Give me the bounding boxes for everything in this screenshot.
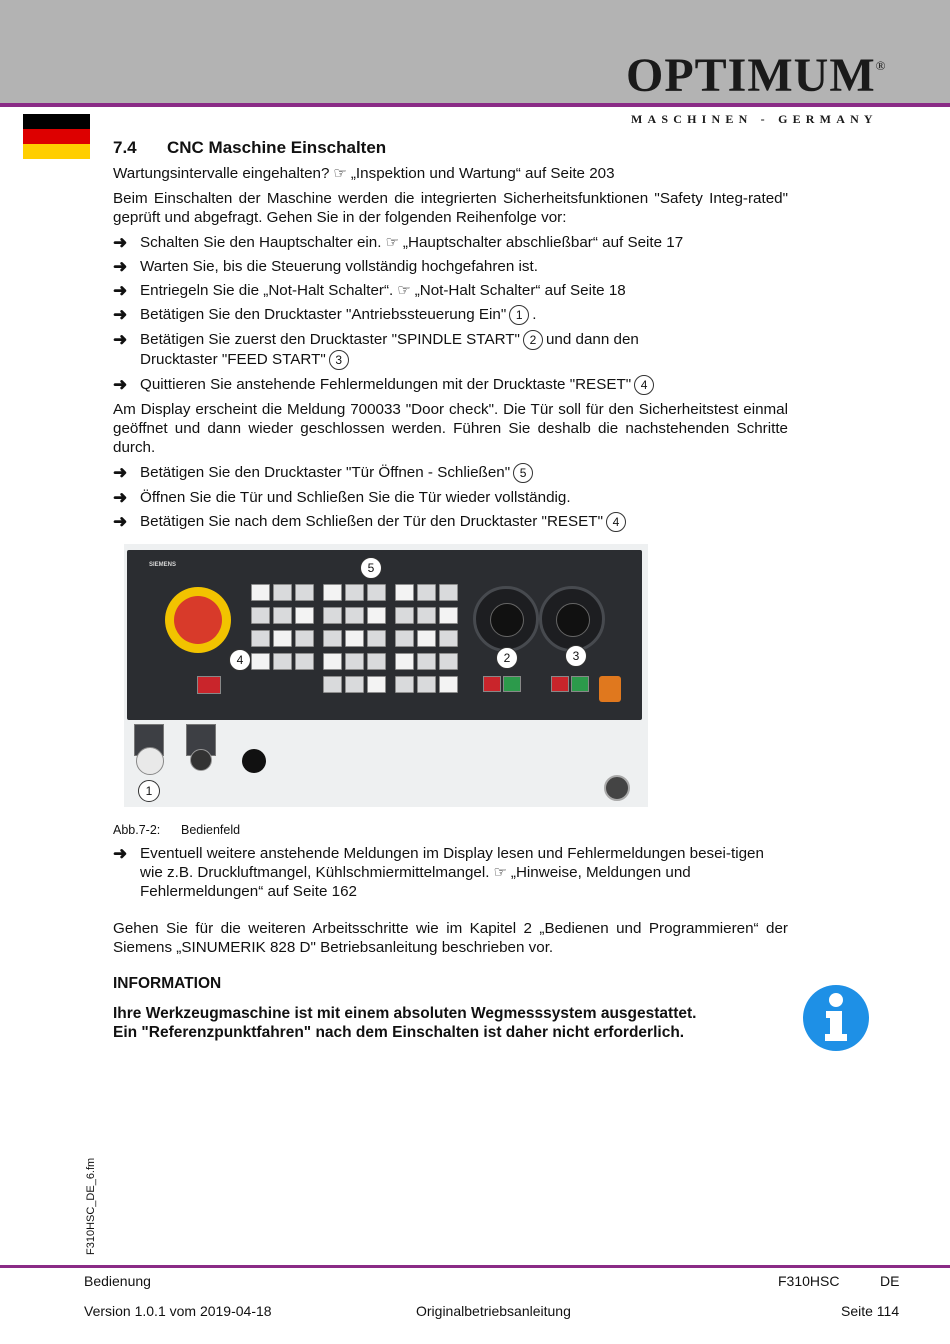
feed-override-dial[interactable]	[473, 586, 539, 652]
panel-key[interactable]	[439, 676, 458, 693]
german-flag-icon	[23, 114, 90, 159]
pointing-hand-icon: ☞	[493, 864, 507, 881]
arrow-right-icon: ➜	[113, 488, 128, 507]
cross-reference-link[interactable]: „Not-Halt Schalter“ auf Seite 18	[414, 282, 626, 299]
arrow-right-icon: ➜	[113, 330, 128, 349]
spindle-stop-button[interactable]	[483, 676, 501, 692]
panel-key[interactable]	[323, 676, 342, 693]
callout-number: 3	[329, 350, 349, 370]
arrow-right-icon: ➜	[113, 305, 128, 324]
list-item: ➜ Öffnen Sie die Tür und Schließen Sie die Tür wieder vollständig.	[113, 488, 571, 507]
panel-key[interactable]	[417, 653, 436, 670]
panel-key[interactable]	[439, 653, 458, 670]
panel-key[interactable]	[251, 630, 270, 647]
panel-key[interactable]	[323, 653, 342, 670]
arrow-right-icon: ➜	[113, 512, 128, 531]
panel-key[interactable]	[251, 653, 270, 670]
panel-key[interactable]	[439, 630, 458, 647]
panel-key[interactable]	[273, 584, 292, 601]
panel-key[interactable]	[367, 630, 386, 647]
footer-doc-type: Originalbetriebsanleitung	[416, 1303, 571, 1319]
dial-knob-icon	[490, 603, 524, 637]
spindle-start-button[interactable]	[503, 676, 521, 692]
callout-number: 5	[513, 463, 533, 483]
footer-chapter: Bedienung	[84, 1273, 151, 1289]
file-name-label: F310HSC_DE_6.fm	[85, 1157, 97, 1255]
footer-model: F310HSC	[778, 1273, 840, 1289]
cross-reference-link[interactable]: „Inspektion und Wartung“ auf Seite 203	[350, 165, 615, 182]
pointing-hand-icon: ☞	[333, 165, 347, 182]
list-item: ➜ Entriegeln Sie die „Not-Halt Schalter“. ☞ „Not-Halt Schalter“ auf Seite 18	[113, 281, 626, 300]
control-panel-figure	[124, 544, 648, 807]
panel-key[interactable]	[395, 607, 414, 624]
panel-key[interactable]	[395, 653, 414, 670]
intro-line: Wartungsintervalle eingehalten? ☞ „Inspektion und Wartung“ auf Seite 203	[113, 165, 615, 182]
callout-marker: 3	[565, 645, 587, 667]
panel-key[interactable]	[439, 584, 458, 601]
panel-key[interactable]	[345, 607, 364, 624]
key-switch-icon[interactable]	[190, 749, 212, 771]
panel-key[interactable]	[367, 584, 386, 601]
panel-key[interactable]	[295, 584, 314, 601]
siemens-brand-label: SIEMENS	[149, 562, 177, 568]
arrow-right-icon: ➜	[113, 844, 128, 863]
cross-reference-link[interactable]: „Hauptschalter abschließbar“ auf Seite 17	[402, 234, 684, 251]
panel-key[interactable]	[295, 630, 314, 647]
feed-start-button[interactable]	[571, 676, 589, 692]
footer-language: DE	[880, 1273, 900, 1289]
figure-caption: Abb.7-2: Bedienfeld	[113, 823, 241, 837]
footer-version: Version 1.0.1 vom 2019-04-18	[84, 1303, 272, 1319]
indicator-lamp	[242, 749, 266, 773]
panel-key[interactable]	[323, 607, 342, 624]
list-item: ➜ Betätigen Sie nach dem Schließen der Tür den Drucktaster "RESET" 4	[113, 512, 788, 532]
list-item: ➜ Betätigen Sie zuerst den Drucktaster "SPINDLE START" 2 und dann den Drucktaster "FEED START" 3	[113, 330, 639, 369]
panel-key[interactable]	[273, 607, 292, 624]
panel-key[interactable]	[395, 630, 414, 647]
panel-key[interactable]	[367, 607, 386, 624]
content-continued	[113, 844, 788, 963]
callout-number: 2	[523, 330, 543, 350]
panel-key[interactable]	[345, 584, 364, 601]
feed-stop-button[interactable]	[551, 676, 569, 692]
callout-marker: 5	[360, 557, 382, 579]
callout-number: 1	[509, 305, 529, 325]
panel-key[interactable]	[395, 676, 414, 693]
list-item: ➜ Eventuell weitere anstehende Meldungen im Display lesen und Fehlermeldungen besei-tigen wie z.B. Druckluftmangel, Kühlschmiermittelmangel. ☞ „Hinweise, Meldungen und Fehlermeldungen“ auf Seite 162	[113, 844, 764, 900]
panel-key[interactable]	[367, 653, 386, 670]
panel-key[interactable]	[251, 584, 270, 601]
panel-key[interactable]	[323, 630, 342, 647]
list-item: ➜ Warten Sie, bis die Steuerung vollständig hochgefahren ist.	[113, 257, 538, 276]
cross-reference-link[interactable]: „Hinweise, Meldungen und Fehlermeldungen“ auf Seite 162	[140, 864, 691, 900]
panel-key[interactable]	[295, 653, 314, 670]
dial-knob-icon	[556, 603, 590, 637]
panel-key[interactable]	[323, 584, 342, 601]
callout-marker: 1	[138, 780, 160, 802]
arrow-right-icon: ➜	[113, 233, 128, 252]
panel-key[interactable]	[345, 630, 364, 647]
pointing-hand-icon: ☞	[385, 234, 399, 251]
information-heading: INFORMATION	[113, 975, 222, 992]
list-item: ➜ Betätigen Sie den Drucktaster "Antriebssteuerung Ein" 1 .	[113, 305, 537, 324]
panel-key[interactable]	[439, 607, 458, 624]
arrow-right-icon: ➜	[113, 375, 128, 394]
panel-key[interactable]	[295, 607, 314, 624]
header-accent-line	[0, 103, 950, 107]
key-switch-icon[interactable]	[599, 676, 621, 702]
information-text: Ihre Werkzeugmaschine ist mit einem absoluten Wegmesssystem ausgestattet. Ein "Referenzpunktfahren" nach dem Einschalten ist daher nicht erforderlich.	[113, 1005, 697, 1041]
spindle-override-dial[interactable]	[539, 586, 605, 652]
arrow-right-icon: ➜	[113, 257, 128, 276]
brand-logo: OPTIMUM®	[626, 49, 887, 102]
info-icon	[802, 984, 870, 1052]
panel-key[interactable]	[251, 607, 270, 624]
arrow-right-icon: ➜	[113, 281, 128, 300]
brand-tagline: MASCHINEN - GERMANY	[631, 112, 878, 126]
list-item: ➜ Quittieren Sie anstehende Fehlermeldungen mit der Drucktaste "RESET" 4	[113, 375, 788, 395]
intro-paragraph: Beim Einschalten der Maschine werden die integrierten Sicherheitsfunktionen "Safety Integ-rated" geprüft und abgefragt. Gehen Sie in der folgenden Reihenfolge vor:	[113, 190, 788, 226]
list-item: ➜ Betätigen Sie den Drucktaster "Tür Öffnen - Schließen" 5	[113, 463, 788, 483]
panel-key[interactable]	[273, 653, 292, 670]
lock-icon	[604, 775, 630, 801]
panel-key[interactable]	[417, 676, 436, 693]
closing-paragraph: Gehen Sie für die weiteren Arbeitsschritte wie im Kapitel 2 „Bedienen und Programmieren“ der Siemens „SINUMERIK 828 D" Betriebsanleitung beschrieben vor.	[113, 920, 788, 956]
display-paragraph: Am Display erscheint die Meldung 700033 "Door check". Die Tür soll für den Sicherheitstest einmal geöffnet und dann wieder geschlossen werden. Führen Sie deshalb die nachstehenden Schritte durch.	[113, 401, 788, 456]
panel-key[interactable]	[345, 653, 364, 670]
section-heading: 7.4 CNC Maschine Einschalten	[113, 138, 387, 157]
panel-key[interactable]	[345, 676, 364, 693]
reset-button[interactable]	[197, 676, 221, 694]
pointing-hand-icon: ☞	[397, 282, 411, 299]
callout-marker: 2	[496, 647, 518, 669]
callout-marker: 4	[229, 649, 251, 671]
panel-key[interactable]	[417, 584, 436, 601]
panel-key[interactable]	[417, 630, 436, 647]
panel-key[interactable]	[273, 630, 292, 647]
panel-key[interactable]	[395, 584, 414, 601]
callout-number: 4	[634, 375, 654, 395]
main-content	[113, 138, 788, 537]
arrow-right-icon: ➜	[113, 463, 128, 482]
panel-key[interactable]	[417, 607, 436, 624]
operator-panel	[127, 550, 642, 720]
footer-accent-line	[0, 1265, 950, 1268]
footer-page-number: Seite 114	[841, 1303, 900, 1319]
callout-number: 4	[606, 512, 626, 532]
list-item: ➜ Schalten Sie den Hauptschalter ein. ☞ „Hauptschalter abschließbar“ auf Seite 17	[113, 233, 684, 252]
drive-control-button[interactable]	[136, 747, 164, 775]
emergency-stop-button[interactable]	[174, 596, 222, 644]
panel-key[interactable]	[367, 676, 386, 693]
